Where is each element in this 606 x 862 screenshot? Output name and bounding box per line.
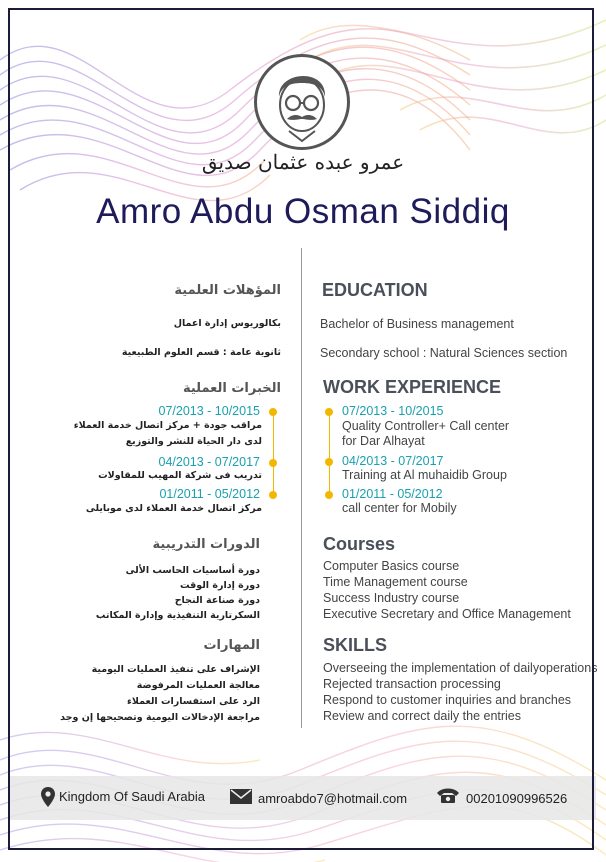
work-experience-heading: WORK EXPERIENCE xyxy=(323,377,502,397)
work-date: 01/2011 - 05/2012 xyxy=(342,487,443,501)
map-pin-icon xyxy=(41,787,55,807)
course-item-ar: دورة صناعة النجاح xyxy=(174,595,260,606)
course-item-ar: دورة إدارة الوقت xyxy=(180,580,260,591)
course-item-ar: دورة أساسيات الحاسب الألى xyxy=(125,565,260,576)
skills-heading: SKILLS xyxy=(323,635,388,655)
work-description-ar: تدريب فى شركة المهيب للمقاولات xyxy=(98,470,262,481)
envelope-icon xyxy=(230,789,252,804)
work-description-ar: مركز اتصال خدمة العملاء لدى موبايلى xyxy=(85,503,262,514)
phone-number[interactable]: 00201090996526 xyxy=(466,791,568,806)
work-description: Training at Al muhaidib Group xyxy=(342,468,507,482)
work-description: Quality Controller+ Call center xyxy=(342,419,510,433)
work-description: for Dar Alhayat xyxy=(342,434,425,448)
education-heading: EDUCATION xyxy=(322,280,428,300)
timeline-line-ar xyxy=(273,412,274,496)
timeline-line xyxy=(329,412,330,496)
skill-item-ar: مراجعة الإدخالات اليومية وتصحيحها إن وجد xyxy=(60,712,260,723)
work-date-ar: 01/2011 - 05/2012 xyxy=(159,487,260,501)
skill-item: Overseeing the implementation of dailyoperations xyxy=(323,661,598,675)
skill-item: Review and correct daily the entries xyxy=(323,709,522,723)
column-divider xyxy=(301,248,302,728)
name-arabic: عمرو عبده عثمان صديق xyxy=(201,150,405,174)
timeline-dot xyxy=(325,458,333,466)
courses-heading: Courses xyxy=(323,534,396,554)
education-item-ar: بكالوريوس إدارة اعمال xyxy=(173,318,281,329)
work-date-ar: 07/2013 - 10/2015 xyxy=(158,404,260,418)
timeline-dot xyxy=(269,459,277,467)
name-english: Amro Abdu Osman Siddiq xyxy=(96,192,510,231)
work-description-ar: لدى دار الحياة للنشر والتوزيع xyxy=(125,436,262,447)
timeline-dot xyxy=(269,408,277,416)
education-item: Secondary school : Natural Sciences section xyxy=(320,346,568,360)
email-link[interactable]: amroabdo7@hotmail.com xyxy=(258,791,408,806)
skill-item: Rejected transaction processing xyxy=(323,677,501,691)
work-description: call center for Mobily xyxy=(342,501,457,515)
course-item-ar: السكرتارية التنفيذية وإدارة المكاتب xyxy=(95,610,260,621)
work-date: 04/2013 - 07/2017 xyxy=(342,454,444,468)
skill-item: Respond to customer inquiries and branches xyxy=(323,693,572,707)
mustache-man-icon xyxy=(257,57,347,147)
skill-item-ar: الرد على استفسارات العملاء xyxy=(127,696,260,707)
timeline-dot xyxy=(325,408,333,416)
skill-item-ar: الإشراف على تنفيذ العمليات اليومية xyxy=(91,664,260,675)
telephone-icon xyxy=(436,788,460,804)
courses-heading-ar: الدورات التدريبية xyxy=(152,537,260,552)
work-date-ar: 04/2013 - 07/2017 xyxy=(158,455,260,469)
work-experience-heading-ar: الخبرات العملية xyxy=(182,381,281,396)
timeline-dot xyxy=(325,491,333,499)
work-description-ar: مراقب جودة + مركز اتصال خدمة العملاء xyxy=(73,420,262,431)
work-date: 07/2013 - 10/2015 xyxy=(342,404,444,418)
course-item: Time Management course xyxy=(323,575,468,589)
skills-heading-ar: المهارات xyxy=(203,638,260,653)
location-text: Kingdom Of Saudi Arabia xyxy=(59,789,205,804)
course-item: Computer Basics course xyxy=(323,559,460,573)
avatar xyxy=(254,54,350,150)
course-item: Success Industry course xyxy=(323,591,460,605)
education-heading-ar: المؤهلات العلمية xyxy=(174,283,281,298)
education-item: Bachelor of Business management xyxy=(320,317,514,331)
timeline-dot xyxy=(269,491,277,499)
course-item: Executive Secretary and Office Management xyxy=(323,607,571,621)
education-item-ar: ثانوية عامة : قسم العلوم الطبيعية xyxy=(121,347,281,358)
skill-item-ar: معالجة العمليات المرفوضة xyxy=(136,680,260,691)
